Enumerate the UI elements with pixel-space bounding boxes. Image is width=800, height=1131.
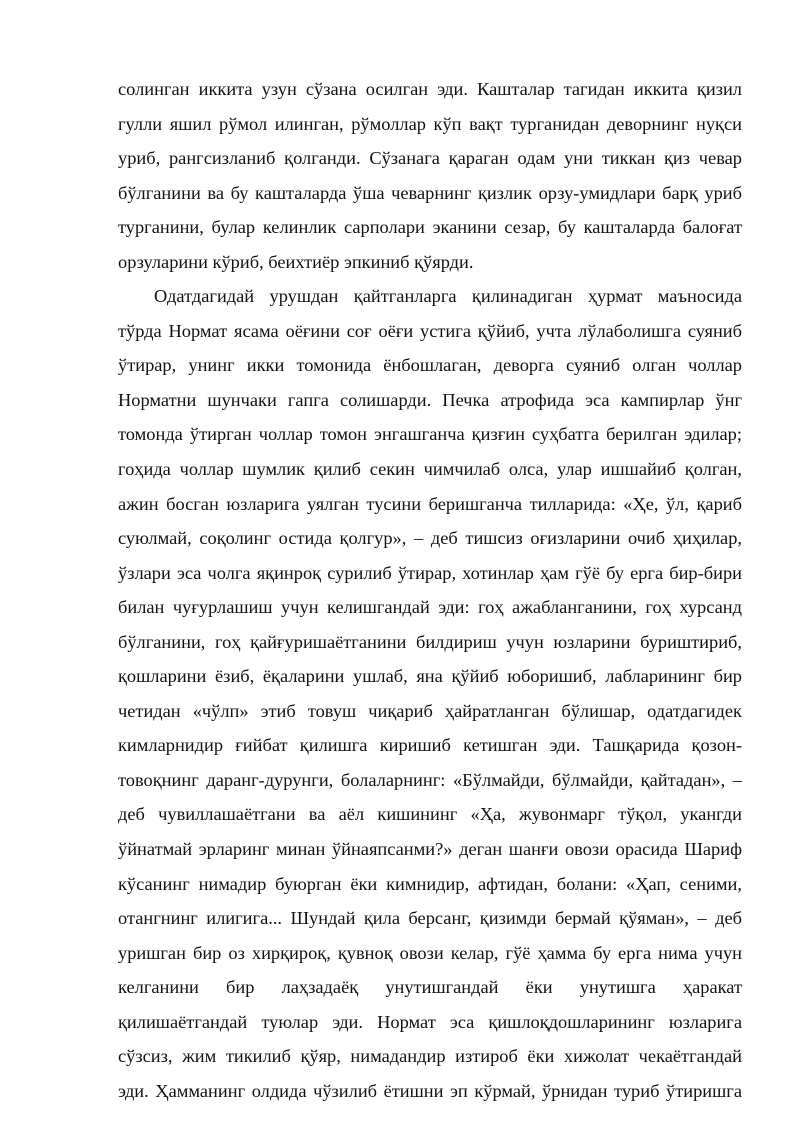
text-line: суюлмай, соқолинг остида қолгур», – деб тишсиз оғизларини очиб ҳиҳилар, — [118, 528, 742, 549]
text-line: турганини, булар келинлик сарполари эканини сезар, бу кашталарда балоғат — [118, 217, 742, 238]
text-line: келганини бир лаҳзадаёқ унутишгандай ёки унутишга ҳаракат — [118, 977, 742, 998]
text-line: ўзлари эса чолга яқинроқ сурилиб ўтирар, хотинлар ҳам гўё бу ерга бир-бири — [118, 562, 742, 583]
text-line: томонда ўтирган чоллар томон энгашганча қизғин суҳбатга берилган эдилар; — [118, 424, 742, 445]
text-line: кўсанинг нимадир буюрган ёки кимнидир, афтидан, болани: «Ҳап, сеними, — [118, 873, 742, 894]
text-line: ажин босган юзларига уялган тусини беришганча тилларида: «Ҳе, ўл, қариб — [118, 493, 742, 514]
text-line: ўтирар, унинг икки томонида ёнбошлаган, деворга суяниб олган чоллар — [118, 355, 742, 376]
text-line: сўзсиз, жим тикилиб қўяр, нимадандир изтироб ёки хижолат чекаётгандай — [118, 1046, 742, 1067]
text-line: четидан «чўлп» этиб товуш чиқариб ҳайратланган бўлишар, одатдагидек — [118, 700, 742, 721]
text-line: отангнинг илигига... Шундай қила берсанг, қизимди бермай қўяман», – деб — [118, 908, 742, 929]
text-line: орзуларини кўриб, беихтиёр эпкиниб қўярди. — [118, 251, 474, 272]
text-line: солинган иккита узун сўзана осилган эди. Кашталар тагидан иккита қизил — [118, 79, 742, 99]
text-line: бўлганини ва бу кашталарда ўша чеварнинг қизлик орзу-умидлари барқ уриб — [118, 182, 742, 203]
text-line: деб чувиллашаётгани ва аёл кишининг «Ҳа, жувонмарг тўқол, укангди — [118, 804, 742, 825]
text-line: қошларини ёзиб, ёқаларини ушлаб, яна қўйиб юборишиб, лабларининг бир — [118, 666, 742, 687]
document-page — [118, 72, 742, 1108]
text-line: билан чуғурлашиш учун келишгандай эди: гоҳ ажабланганини, гоҳ хурсанд — [118, 597, 742, 618]
paragraph-first-line: Одатдагидай урушдан қайтганларга қилинадиган ҳурмат маъносида — [154, 286, 742, 307]
text-line: тўрда Нормат ясама оёғини соғ оёғи устига қўйиб, учта лўлаболишга суяниб — [118, 320, 742, 341]
text-line: Норматни шунчаки гапга солишарди. Печка атрофида эса кампирлар ўнг — [118, 389, 742, 410]
text-line: гулли яшил рўмол илинган, рўмоллар кўп вақт турганидан деворнинг нуқси — [118, 113, 742, 134]
text-line: уриб, рангсизланиб қолганди. Сўзанага қараган одам уни тиккан қиз чевар — [118, 148, 742, 169]
text-line: гоҳида чоллар шумлик қилиб секин чимчилаб олса, улар ишшайиб қолган, — [118, 459, 742, 480]
text-line: бўлганини, гоҳ қайғуришаётганини билдириш учун юзларини буриштириб, — [118, 631, 742, 652]
text-line: товоқнинг даранг-дурунги, болаларнинг: «Бўлмайди, бўлмайди, қайтадан», – — [118, 769, 742, 790]
text-line: уришган бир оз хирқироқ, қувноқ овози келар, гўё ҳамма бу ерга нима учун — [118, 942, 742, 963]
text-line: эди. Ҳамманинг олдида чўзилиб ётишни эп кўрмай, ўрнидан туриб ўтиришга — [118, 1080, 742, 1101]
text-line: кимларнидир ғийбат қилишга киришиб кетишган эди. Ташқарида қозон- — [118, 735, 742, 756]
text-line: қилишаётгандай туюлар эди. Нормат эса қишлоқдошларининг юзларига — [118, 1011, 742, 1032]
text-line: ўйнатмай эрларинг минан ўйнаяпсанми?» деган шанғи овози орасида Шариф — [118, 839, 742, 860]
